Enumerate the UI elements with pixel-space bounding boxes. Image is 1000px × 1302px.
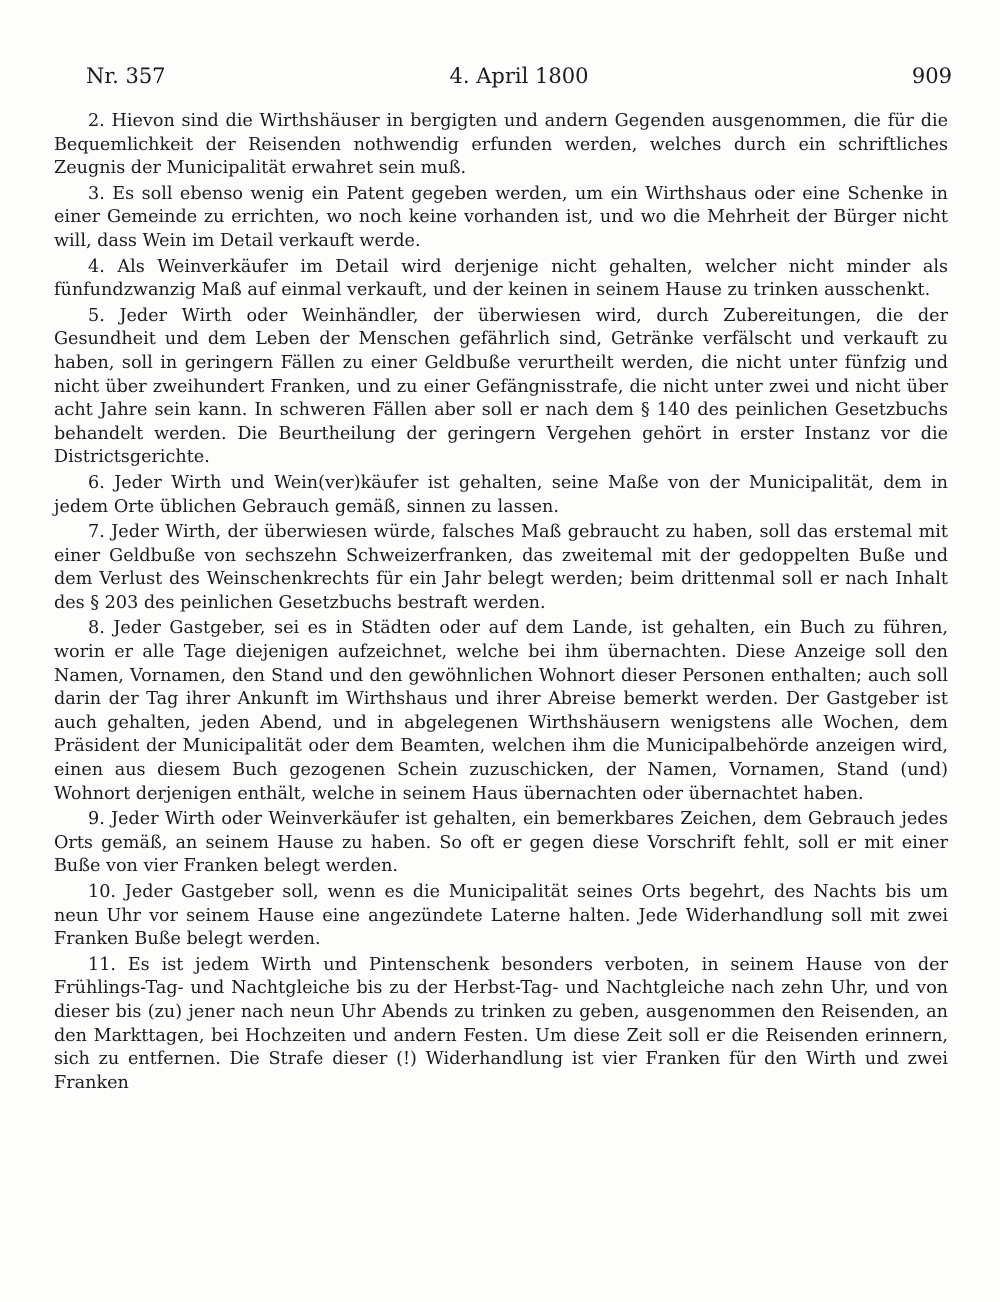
paragraph-3: [54, 183, 948, 254]
paragraph-4: [54, 256, 948, 303]
document-date: 4. April 1800: [449, 64, 589, 88]
paragraph-number: 2.: [88, 111, 105, 131]
paragraph-text: Hievon sind die Wirthshäuser in bergigten und andern Gegenden ausgenommen, die für die Bequemlichkeit der Reisenden nothwendig erfunden werden, welches durch ein schriftliches Zeugnis der Municipalität erwahret sein muß.: [54, 111, 948, 179]
paragraph-number: 10.: [88, 882, 116, 902]
paragraph-2: [54, 110, 948, 181]
paragraph-text: Jeder Gastgeber, sei es in Städten oder auf dem Lande, ist gehalten, ein Buch zu führen, worin er alle Tage diejenigen aufzeichnet, welche bei ihm übernachten. Diese Anzeige soll den Namen, Vornamen, den Stand und den gewöhnlichen Wohnort dieser Personen enthalten; auch soll darin der Tag ihrer Ankunft im Wirthshaus und ihrer Abreise bemerkt werden. Der Gastgeber ist auch gehalten, jeden Abend, und in abgelegenen Wirthshäusern wenigstens alle Wochen, dem Präsident der Municipalität oder dem Beamten, welchen ihm die Municipalbehörde anzeigen wird, einen aus diesem Buch gezogenen Schein zuzuschicken, der Namen, Vornamen, Stand (und) Wohnort derjenigen enthält, welche in seinem Haus übernachten oder übernachtet haben.: [54, 618, 948, 804]
paragraph-text: Jeder Wirth oder Weinhändler, der überwiesen wird, durch Zubereitungen, die der Gesundheit und dem Leben der Menschen gefährlich sind, Getränke verfälscht und verkauft zu haben, soll in geringern Fällen zu einer Geldbuße verurtheilt werden, die nicht unter fünfzig und nicht über zweihundert Franken, und zu einer Gefängnisstrafe, die nicht unter zwei und nicht über acht Jahre sein kann. In schweren Fällen aber soll er nach dem § 140 des peinlichen Gesetzbuchs behandelt werden. Die Beurtheilung der geringern Vergehen gehört in erster Instanz vor die Districtsgerichte.: [54, 305, 949, 468]
paragraph-text: Jeder Wirth, der überwiesen würde, falsches Maß gebraucht zu haben, soll das erstemal mit einer Geldbuße von sechszehn Schweizerfranken, das zweitemal mit der gedoppelten Buße und dem Verlust des Weinschenkrechts für ein Jahr belegt werden; beim drittenmal soll er nach Inhalt des § 203 des peinlichen Gesetzbuchs bestraft werden.: [54, 522, 948, 613]
paragraph-text: Jeder Gastgeber soll, wenn es die Municipalität seines Orts begehrt, des Nachts bis um neun Uhr vor seinem Hause eine angezündete Laterne halten. Jede Widerhandlung soll mit zwei Franken Buße belegt werden.: [54, 882, 949, 950]
paragraph-9: [54, 808, 948, 879]
paragraph-text: Jeder Wirth oder Weinverkäufer ist gehalten, ein bemerkbares Zeichen, dem Gebrauch jedes Orts gemäß, an seinem Hause zu haben. So oft er gegen diese Vorschrift fehlt, soll er mit einer Buße von vier Franken belegt werden.: [54, 809, 949, 877]
paragraph-8: [54, 617, 948, 806]
document-number: Nr. 357: [86, 64, 166, 88]
body-text: [54, 110, 948, 1097]
paragraph-number: 6.: [88, 472, 105, 493]
paragraph-7: [54, 521, 948, 615]
paragraph-number: 5.: [88, 305, 105, 326]
paragraph-10: [54, 881, 948, 952]
running-head: [86, 64, 952, 92]
paragraph-text: Es soll ebenso wenig ein Patent gegeben werden, um ein Wirthshaus oder eine Schenke in einer Gemeinde zu errichten, wo noch keine vorhanden ist, und wo die Mehrheit der Bürger nicht will, dass Wein im Detail verkauft werde.: [54, 183, 948, 251]
paragraph-number: 8.: [88, 618, 105, 639]
page-number: 909: [911, 64, 952, 88]
paragraph-number: 11.: [88, 954, 116, 975]
paragraph-text: Jeder Wirth und Wein(ver)käufer ist gehalten, seine Maße von der Municipalität, dem in jedem Orte üblichen Gebrauch gemäß, sinnen zu lassen.: [54, 472, 948, 517]
paragraph-text: Es ist jedem Wirth und Pintenschenk besonders verboten, in seinem Hause von der Frühlings-Tag- und Nachtgleiche bis zu der Herbst-Tag- und Nachtgleiche nach zehn Uhr, und von dieser bis (zu) jener nach neun Uhr Abends zu trinken zu geben, ausgenommen den Reisenden, an den Markttagen, bei Hochzeiten und andern Festen. Um diese Zeit soll er die Reisenden erinnern, sich zu entfernen. Die Strafe dieser (!) Widerhandlung ist vier Franken für den Wirth und zwei Franken: [54, 954, 948, 1093]
paragraph-number: 4.: [88, 256, 105, 277]
paragraph-number: 3.: [88, 183, 105, 204]
paragraph-text: Als Weinverkäufer im Detail wird derjenige nicht gehalten, welcher nicht minder als fünfundzwanzig Maß auf einmal verkauft, und der keinen in seinem Hause zu trinken ausschenkt.: [54, 256, 948, 301]
paragraph-number: 7.: [88, 522, 105, 543]
paragraph-6: [54, 472, 948, 519]
paragraph-11: [54, 954, 948, 1096]
paragraph-5: [54, 305, 948, 470]
paragraph-number: 9.: [88, 809, 105, 830]
